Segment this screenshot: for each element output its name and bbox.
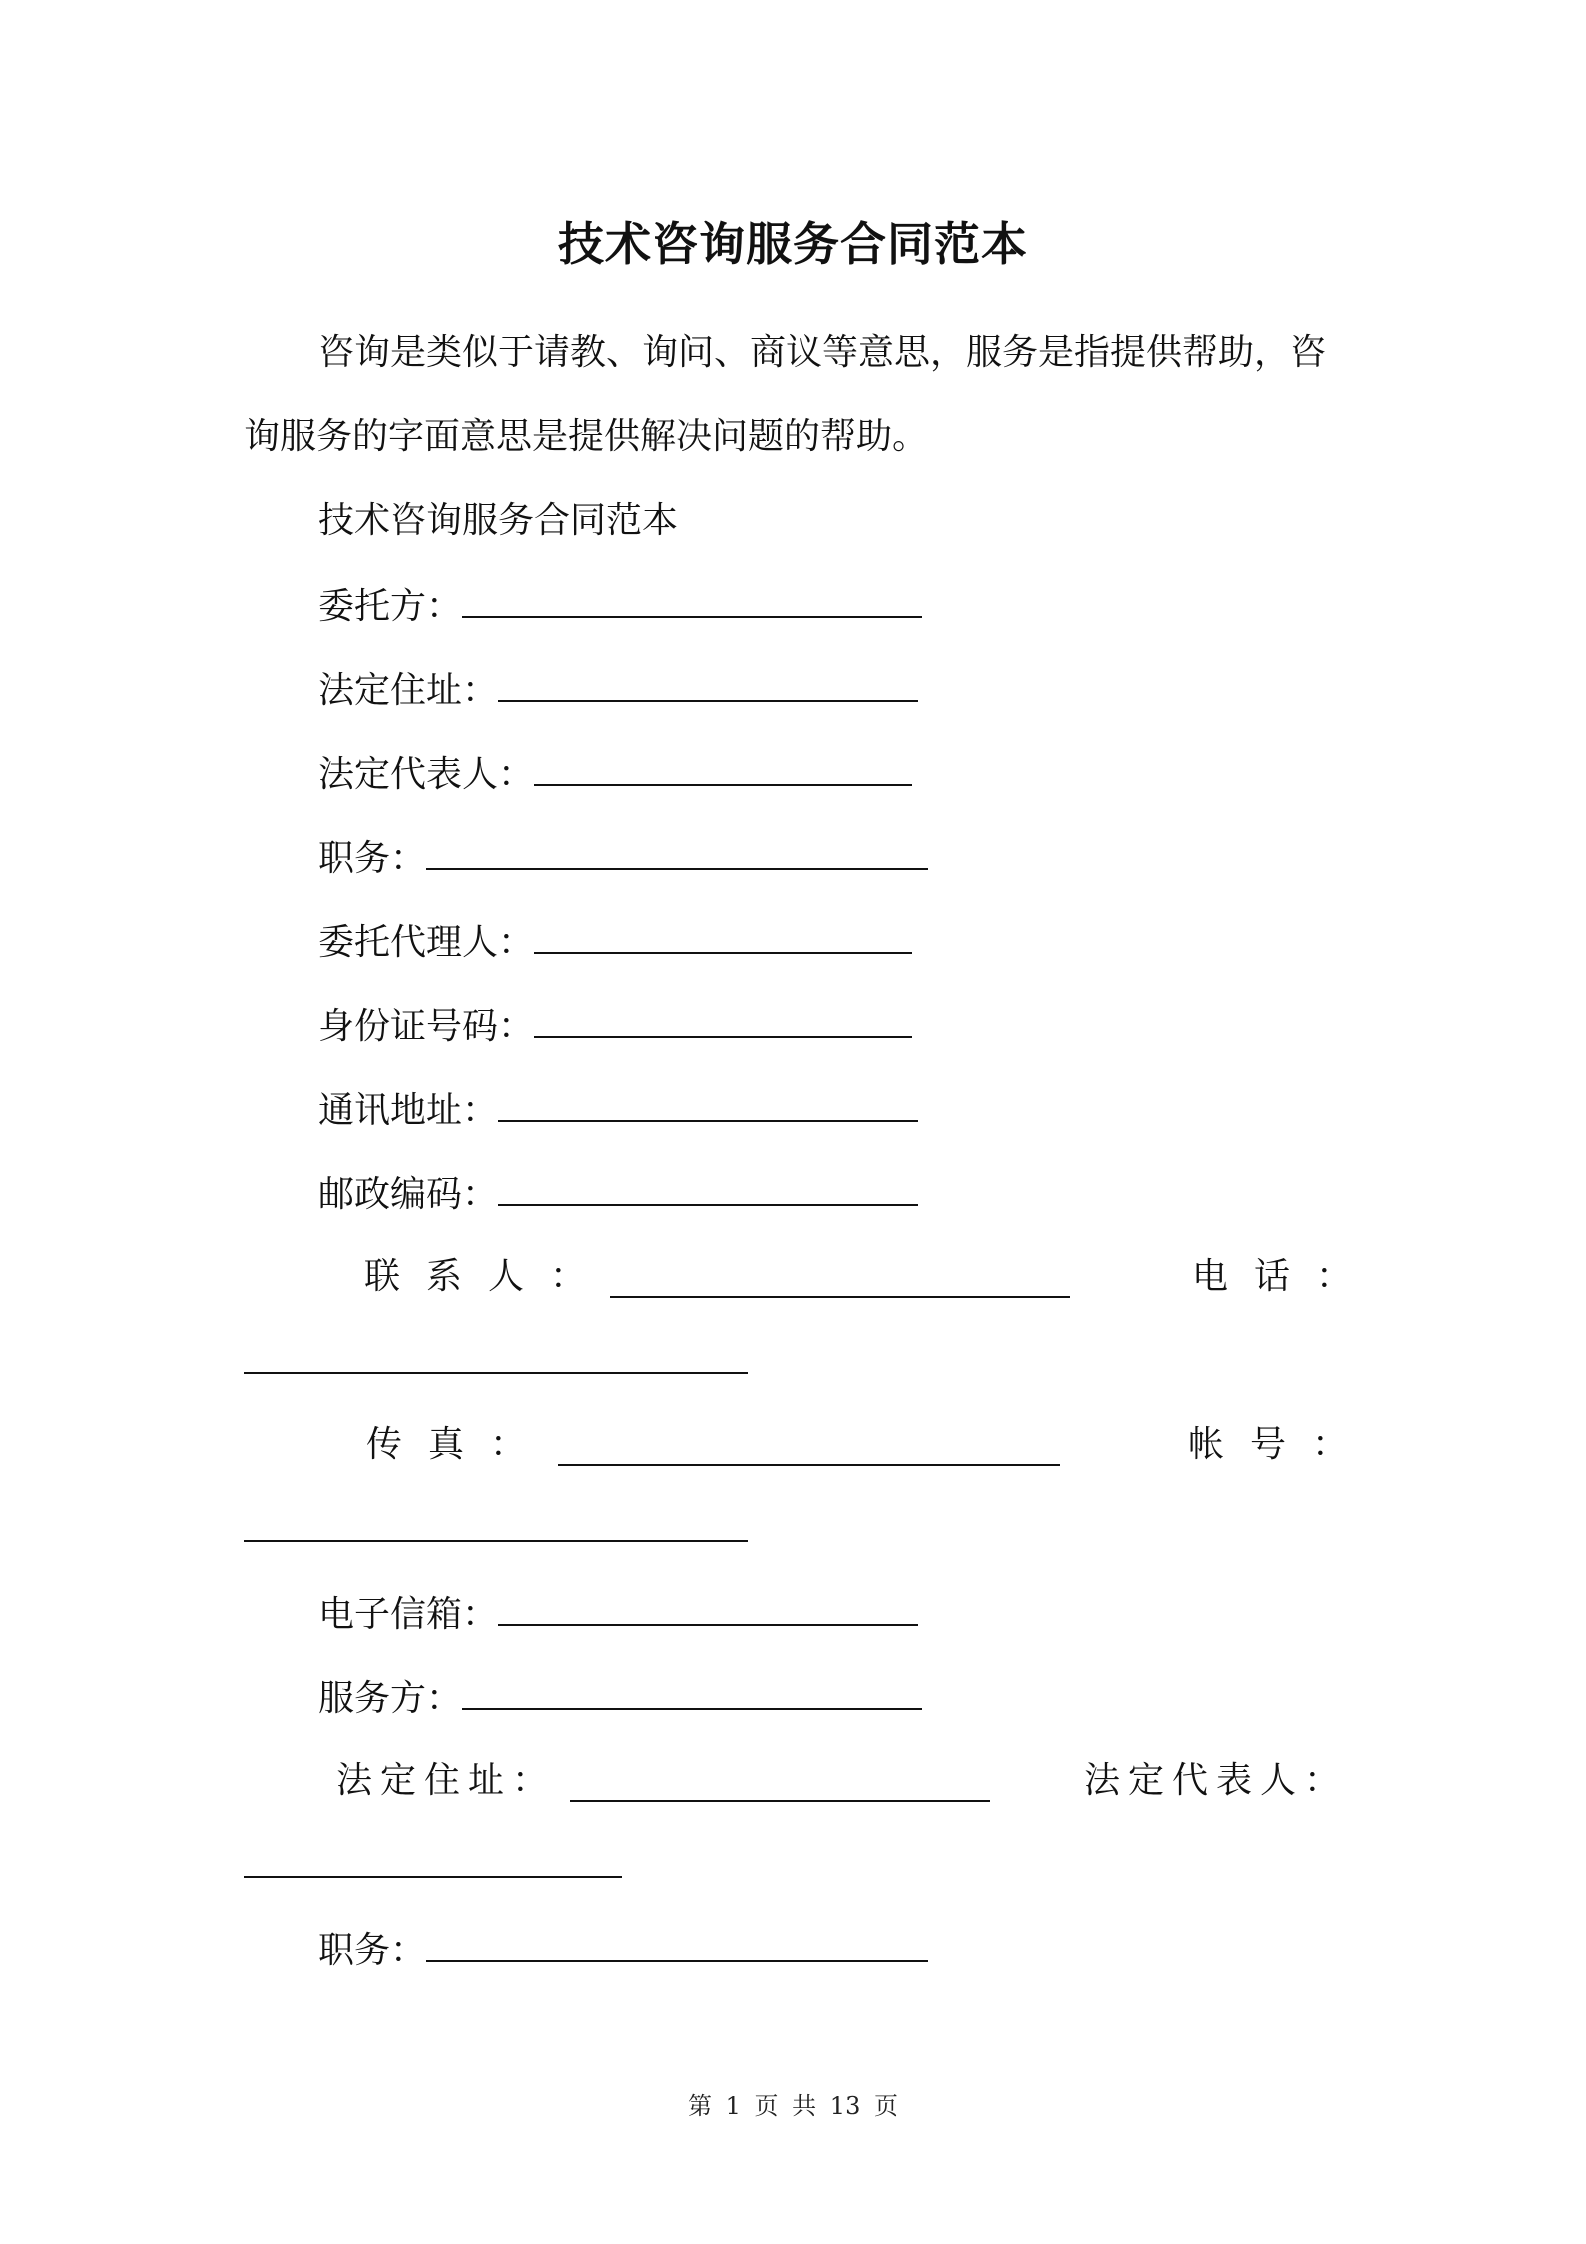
mail-address-field: [318, 1084, 918, 1136]
fax-label: 传真：: [366, 1424, 553, 1465]
intro-paragraph-line-2: 询服务的字面意思是提供解决问题的帮助。: [244, 416, 929, 457]
provider-field: [318, 1672, 922, 1724]
legal-rep-field: [318, 748, 912, 800]
contract-subtitle: 技术咨询服务合同范本: [318, 500, 679, 541]
provider-position-label: 职务：: [318, 1930, 427, 1971]
mail-address-label: 通讯地址：: [318, 1090, 499, 1131]
legal-address-label: 法定住址：: [318, 670, 499, 711]
position-label: 职务：: [318, 838, 427, 879]
intro-paragraph-line-1: 咨询是类似于请教、询问、商议等意思，服务是指提供帮助，咨: [318, 332, 1327, 373]
postal-code-label: 邮政编码：: [318, 1174, 499, 1215]
agent-blank: [534, 916, 912, 954]
legal-rep-blank: [534, 748, 912, 786]
client-blank: [462, 580, 922, 618]
provider-position-blank: [426, 1924, 928, 1962]
legal-rep-label: 法定代表人：: [318, 754, 535, 795]
provider-legal-address-label: 法定住址：: [336, 1760, 557, 1801]
provider-legal-rep-label: 法定代表人：: [1084, 1760, 1349, 1801]
client-field: [318, 580, 922, 632]
phone-field-continuation: [244, 1336, 748, 1388]
contact-person-label: 联系人：: [364, 1256, 613, 1297]
phone-label: 电话：: [1192, 1256, 1379, 1297]
position-blank: [426, 832, 928, 870]
account-label: 帐号：: [1188, 1424, 1375, 1465]
email-field: [318, 1588, 918, 1640]
agent-label: 委托代理人：: [318, 922, 535, 963]
legal-address-field: [318, 664, 918, 716]
id-number-blank: [534, 1000, 912, 1038]
agent-field: [318, 916, 912, 968]
provider-legal-address-blank: [570, 1764, 990, 1802]
provider-position-field: [318, 1924, 928, 1976]
provider-label: 服务方：: [318, 1678, 463, 1719]
position-field: [318, 832, 928, 884]
client-label: 委托方：: [318, 586, 463, 627]
legal-address-blank: [498, 664, 918, 702]
id-number-field: [318, 1000, 912, 1052]
provider-legal-rep-blank: [244, 1840, 622, 1878]
account-blank: [244, 1504, 748, 1542]
document-title: 技术咨询服务合同范本: [558, 217, 1028, 271]
contact-person-blank: [610, 1260, 1070, 1298]
phone-blank: [244, 1336, 748, 1374]
provider-legal-rep-continuation: [244, 1840, 622, 1892]
fax-blank: [558, 1428, 1060, 1466]
account-field-continuation: [244, 1504, 748, 1556]
page-footer: 第 1 页 共 13 页: [688, 2092, 898, 2120]
email-label: 电子信箱：: [318, 1594, 499, 1635]
postal-code-blank: [498, 1168, 918, 1206]
postal-code-field: [318, 1168, 918, 1220]
id-number-label: 身份证号码：: [318, 1006, 535, 1047]
mail-address-blank: [498, 1084, 918, 1122]
provider-blank: [462, 1672, 922, 1710]
email-blank: [498, 1588, 918, 1626]
